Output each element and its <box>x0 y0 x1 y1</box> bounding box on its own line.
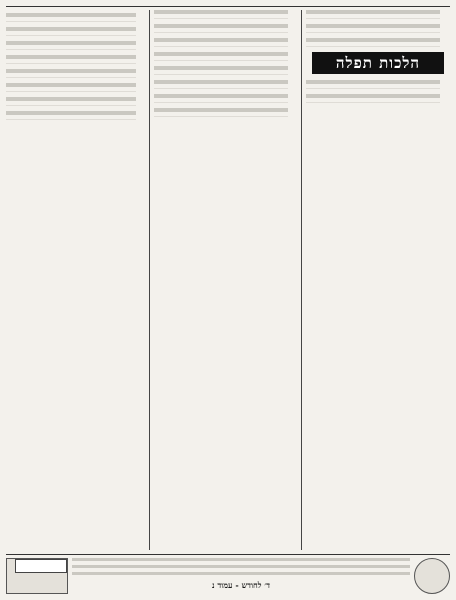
footer-rule <box>6 554 450 555</box>
paragraph <box>154 108 298 117</box>
column-divider <box>301 10 302 550</box>
footer-cell <box>15 559 67 573</box>
paragraph-letter <box>139 41 146 50</box>
paragraph-letter <box>139 69 146 78</box>
paragraph-text <box>306 10 440 19</box>
paragraph-text <box>6 83 136 92</box>
paragraph-letter <box>291 10 298 19</box>
paragraph-letter <box>139 27 146 36</box>
footer-text <box>72 558 410 578</box>
column-middle <box>154 10 298 550</box>
paragraph-text <box>6 41 136 50</box>
paragraph-text <box>6 55 136 64</box>
paragraph <box>306 38 450 47</box>
paragraph <box>154 38 298 47</box>
paragraph <box>154 52 298 61</box>
column-left <box>6 10 146 550</box>
paragraph-letter <box>443 80 450 89</box>
paragraph-text <box>6 13 136 22</box>
footer-logo-box <box>6 558 68 594</box>
paragraph <box>306 10 450 19</box>
top-rule <box>6 6 450 7</box>
paragraph <box>6 69 146 78</box>
paragraph <box>6 41 146 50</box>
paragraph-letter <box>139 83 146 92</box>
paragraph-letter <box>291 66 298 75</box>
paragraph <box>6 13 146 22</box>
paragraph <box>6 27 146 36</box>
paragraph <box>6 97 146 106</box>
paragraph <box>306 24 450 33</box>
paragraph-letter <box>443 10 450 19</box>
paragraph-letter <box>291 108 298 117</box>
paragraph-text <box>154 66 288 75</box>
paragraph <box>154 80 298 89</box>
paragraph <box>306 80 450 89</box>
body-area <box>6 10 450 550</box>
paragraph-letter <box>291 94 298 103</box>
paragraph-letter <box>291 24 298 33</box>
paragraph-text <box>154 52 288 61</box>
paragraph-text <box>306 24 440 33</box>
footer <box>6 554 450 594</box>
paragraph <box>306 94 450 103</box>
paragraph <box>154 24 298 33</box>
paragraph-text <box>154 24 288 33</box>
paragraph-text <box>306 80 440 89</box>
paragraph <box>6 83 146 92</box>
seal-logo <box>414 558 450 594</box>
paragraph-letter <box>291 80 298 89</box>
section-title: הלכות תפלה <box>312 52 444 74</box>
paragraph-text <box>154 10 288 19</box>
paragraph-letter <box>443 94 450 103</box>
paragraph-text <box>306 94 440 103</box>
paragraph-text <box>154 108 288 117</box>
paragraph-letter <box>443 24 450 33</box>
paragraph-text <box>306 38 440 47</box>
paragraph-letter <box>139 55 146 64</box>
paragraph-letter <box>291 38 298 47</box>
paragraph-text <box>154 94 288 103</box>
paragraph-letter <box>139 111 146 120</box>
paragraph <box>6 55 146 64</box>
paragraph-text <box>6 97 136 106</box>
paragraph <box>154 10 298 19</box>
paragraph <box>154 94 298 103</box>
paragraph <box>6 111 146 120</box>
paragraph-letter <box>139 13 146 22</box>
paragraph-text <box>6 27 136 36</box>
column-right <box>306 10 450 550</box>
paragraph-text <box>6 69 136 78</box>
page-marker: ד׳ לחודש - עמוד נ <box>212 580 270 590</box>
paragraph-text <box>154 80 288 89</box>
paragraph <box>154 66 298 75</box>
paragraph-letter <box>443 38 450 47</box>
footer-row <box>6 558 450 592</box>
column-divider <box>149 10 150 550</box>
paragraph-text <box>6 111 136 120</box>
paragraph-letter <box>291 52 298 61</box>
paragraph-text <box>154 38 288 47</box>
paragraph-letter <box>139 97 146 106</box>
